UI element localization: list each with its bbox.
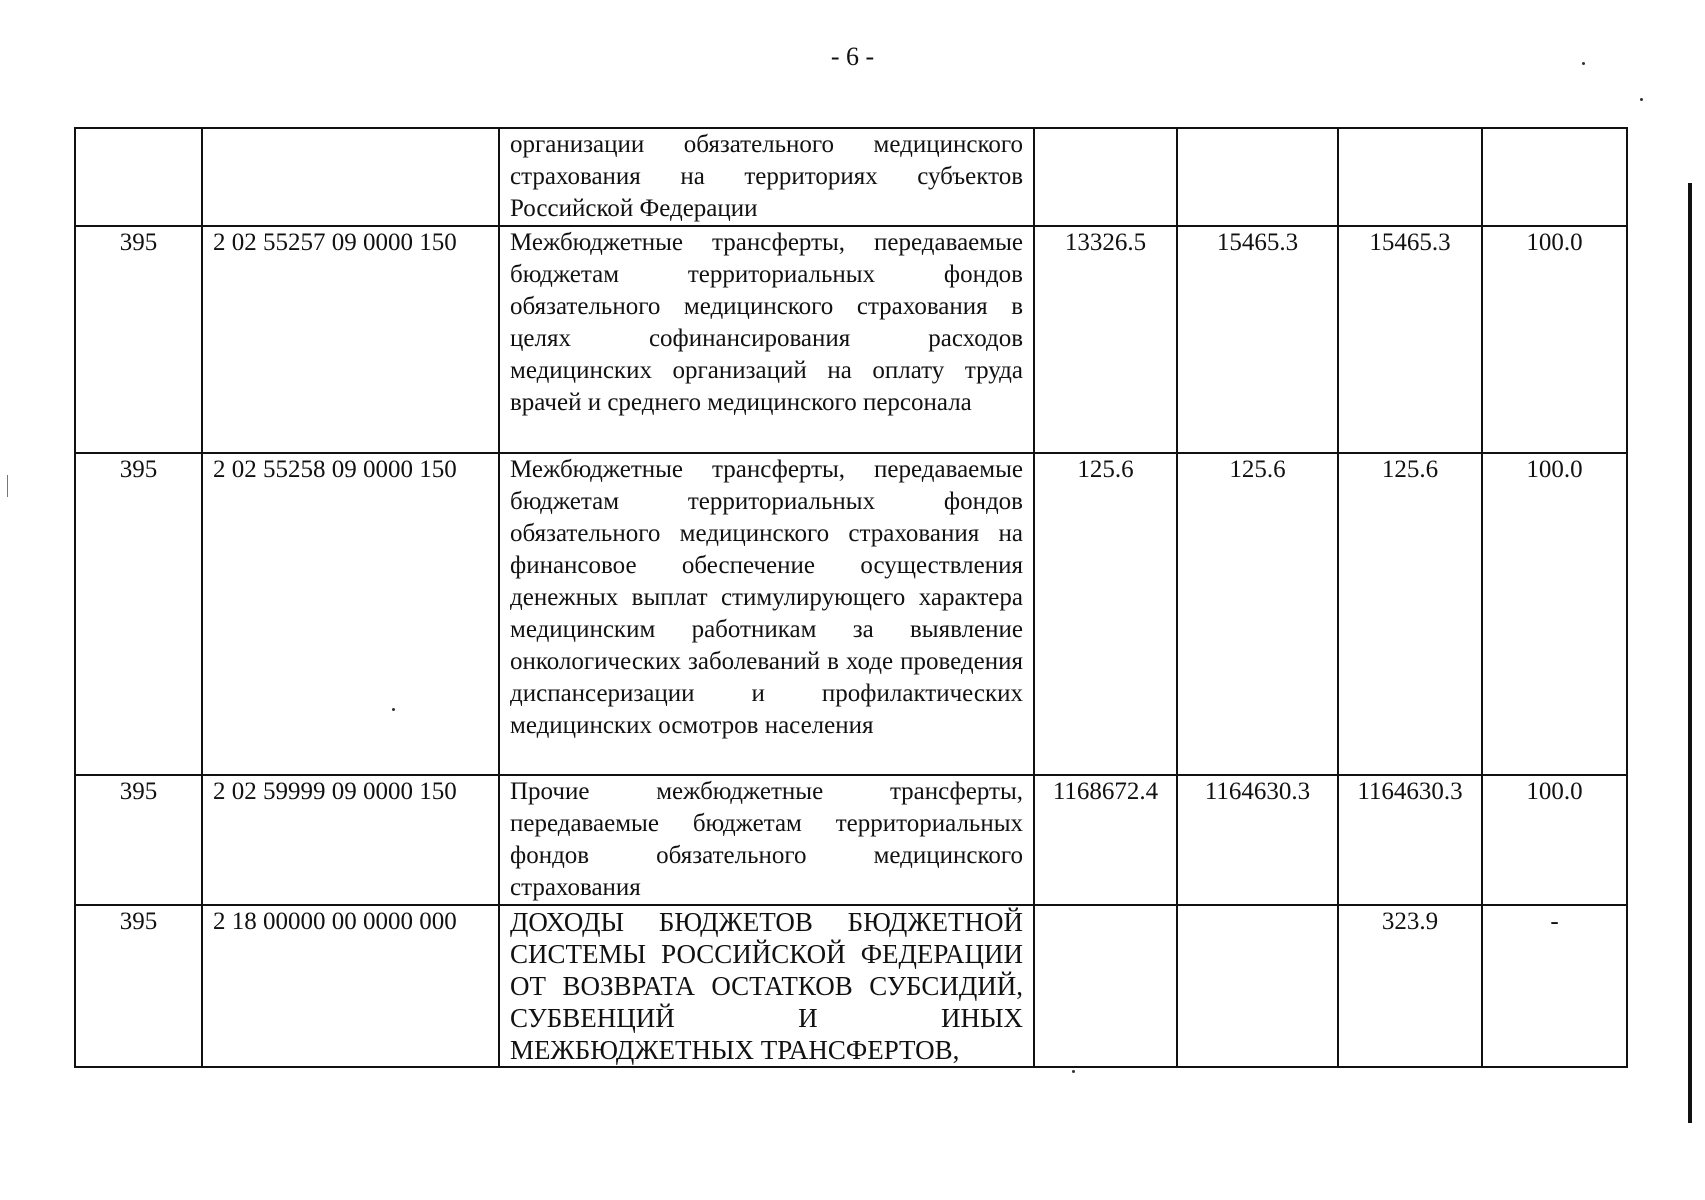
budget-code-cell: 2 02 59999 09 0000 150 <box>202 775 499 905</box>
budget-code-cell: 2 02 55258 09 0000 150 <box>202 453 499 775</box>
admin-code-cell: 395 <box>75 905 202 1067</box>
value-cell-1: 1168672.4 <box>1034 775 1177 905</box>
admin-code-cell: 395 <box>75 226 202 453</box>
description-cell: ДОХОДЫ БЮДЖЕТОВ БЮДЖЕТНОЙ СИСТЕМЫ РОССИЙСКОЙ ФЕДЕРАЦИИ ОТ ВОЗВРАТА ОСТАТКОВ СУБСИДИЙ, СУБВЕНЦИЙ И ИНЫХ МЕЖБЮДЖЕТНЫХ ТРАНСФЕРТОВ, <box>499 905 1034 1067</box>
scan-mark <box>7 475 8 497</box>
value-cell-3: 323.9 <box>1338 905 1482 1067</box>
value-cell-3: 1164630.3 <box>1338 775 1482 905</box>
description-cell: организации обязательного медицинского страхования на территориях субъектов Российской Федерации <box>499 128 1034 226</box>
table-row <box>75 453 1627 775</box>
admin-code-cell: 395 <box>75 453 202 775</box>
scan-speck <box>1640 98 1643 101</box>
description-cell: Прочие межбюджетные трансферты, передаваемые бюджетам территориальных фондов обязательного медицинского страхования <box>499 775 1034 905</box>
budget-code-cell: 2 02 55257 09 0000 150 <box>202 226 499 453</box>
admin-code-cell <box>75 128 202 226</box>
admin-code-cell: 395 <box>75 775 202 905</box>
value-cell-3: 125.6 <box>1338 453 1482 775</box>
value-cell-1: 13326.5 <box>1034 226 1177 453</box>
value-cell-4: 100.0 <box>1482 775 1627 905</box>
value-cell-2: 1164630.3 <box>1177 775 1338 905</box>
value-cell-2: 15465.3 <box>1177 226 1338 453</box>
value-cell-1: 125.6 <box>1034 453 1177 775</box>
page-number: - 6 - <box>830 42 875 71</box>
description-cell: Межбюджетные трансферты, передаваемые бюджетам территориальных фондов обязательного медицинского страхования в целях софинансирования расходов медицинских организаций на оплату труда врачей и среднего медицинского персонала <box>499 226 1034 453</box>
value-cell-1 <box>1034 128 1177 226</box>
value-cell-1 <box>1034 905 1177 1067</box>
table-row <box>75 128 1627 226</box>
value-cell-4 <box>1482 128 1627 226</box>
value-cell-2: 125.6 <box>1177 453 1338 775</box>
table-row <box>75 226 1627 453</box>
scan-speck <box>1072 1070 1075 1073</box>
value-cell-4: 100.0 <box>1482 226 1627 453</box>
table-row <box>75 905 1627 1067</box>
description-cell: Межбюджетные трансферты, передаваемые бюджетам территориальных фондов обязательного медицинского страхования на финансовое обеспечение осуществления денежных выплат стимулирующего характера медицинским работникам за выявление онкологических заболеваний в ходе проведения диспансеризации и профилактических медицинских осмотров населения <box>499 453 1034 775</box>
value-cell-3: 15465.3 <box>1338 226 1482 453</box>
scan-speck <box>1582 62 1585 65</box>
scan-speck <box>392 708 395 711</box>
scan-edge-line <box>1688 183 1692 1123</box>
value-cell-2 <box>1177 128 1338 226</box>
value-cell-3 <box>1338 128 1482 226</box>
budget-code-cell: 2 18 00000 00 0000 000 <box>202 905 499 1067</box>
value-cell-4: - <box>1482 905 1627 1067</box>
value-cell-4: 100.0 <box>1482 453 1627 775</box>
budget-code-cell <box>202 128 499 226</box>
budget-revenue-table <box>74 127 1628 1068</box>
table-row <box>75 775 1627 905</box>
value-cell-2 <box>1177 905 1338 1067</box>
